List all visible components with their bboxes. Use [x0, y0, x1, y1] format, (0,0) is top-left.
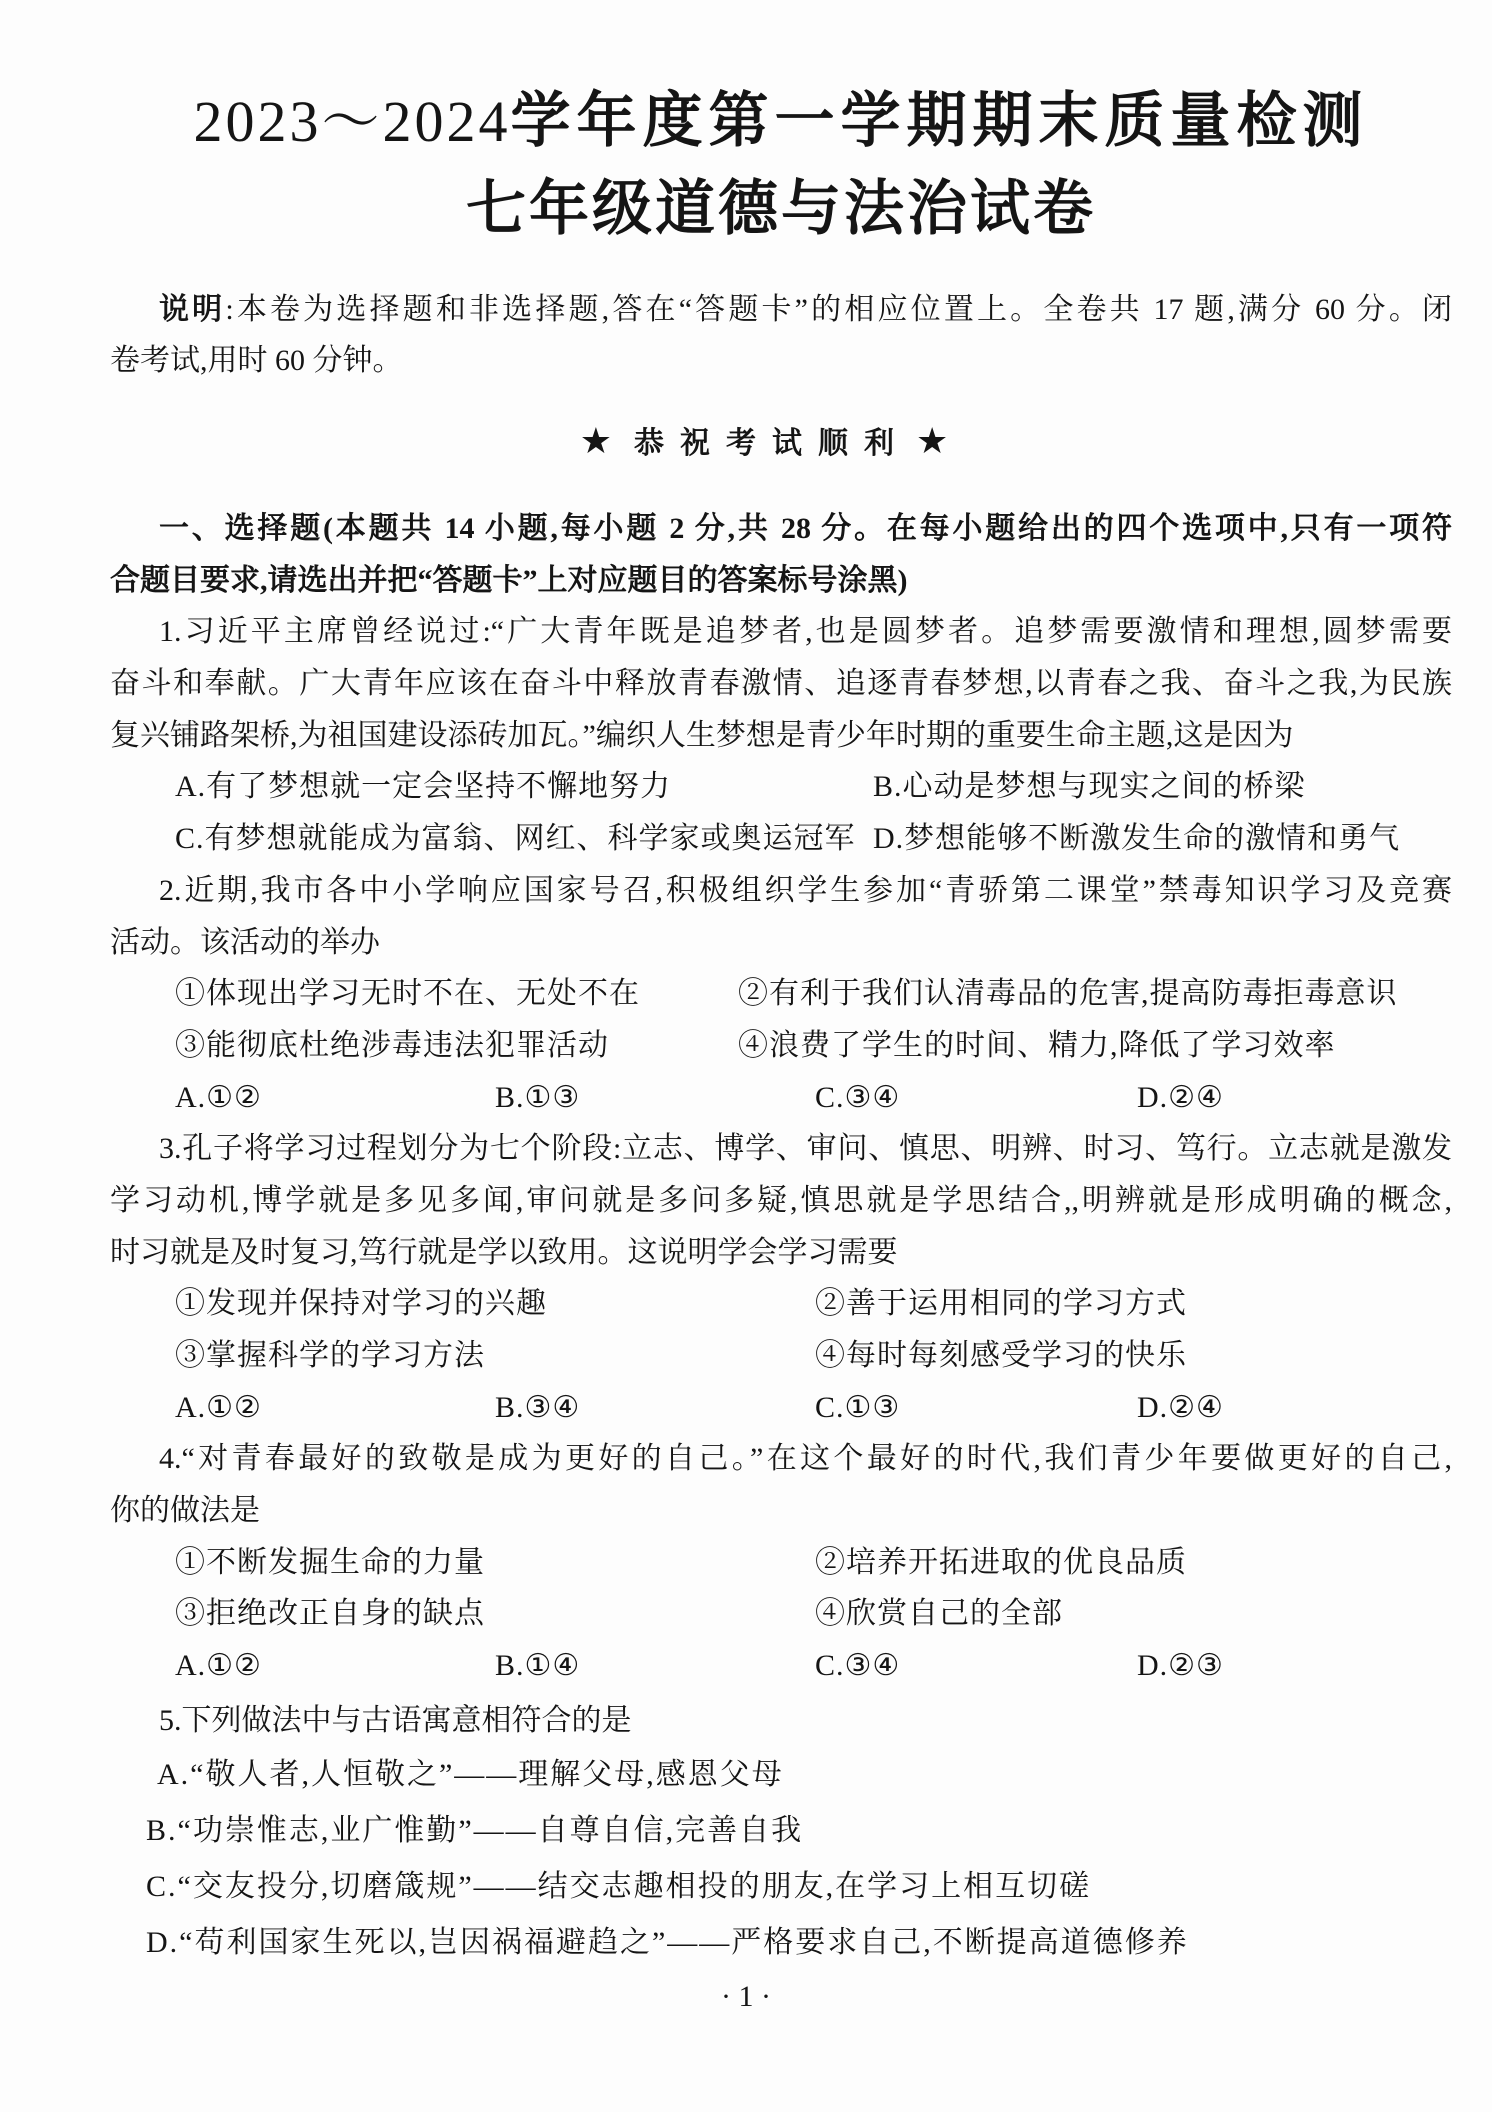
- instructions-line: 卷考试,用时 60 分钟。: [110, 344, 403, 377]
- question-2: [110, 865, 1452, 1123]
- statement-2: ②善于运用相同的学习方式: [815, 1287, 1187, 1321]
- statement-2: ②培养开拓进取的优良品质: [815, 1545, 1187, 1579]
- section-heading-line: 合题目要求,请选出并把“答题卡”上对应题目的答案标号涂黑): [110, 563, 908, 597]
- instructions-text: :本卷为选择题和非选择题,答在“答题卡”的相应位置上。全卷共 17 题,满分 60 分。闭: [225, 293, 1453, 326]
- good-luck-banner: [110, 417, 1418, 467]
- option-c: C.③④: [815, 1080, 901, 1114]
- question-stem-line: 奋斗和奉献。广大青年应该在奋斗中释放青春激情、追逐青春梦想,以青春之我、奋斗之我,为民族: [110, 667, 1452, 701]
- statement-1: ①不断发掘生命的力量: [175, 1545, 485, 1579]
- option-row: [110, 1640, 1452, 1692]
- statement-1: ①发现并保持对学习的兴趣: [175, 1287, 547, 1321]
- statement-row: [110, 1330, 1452, 1382]
- option-d: D.②④: [1137, 1080, 1224, 1114]
- option-c: C.“交友投分,切磨箴规”——结交志趣相投的朋友,在学习上相互切磋: [146, 1870, 1092, 1903]
- question-stem-line: 复兴铺路架桥,为祖国建设添砖加瓦。”编织人生梦想是青少年时期的重要生命主题,这是因为: [110, 718, 1294, 752]
- question-stem-line: 活动。该活动的举办: [110, 925, 380, 959]
- question-stem-line: 学习动机,博学就是多见多闻,审问就是多问多疑,慎思就是学思结合,,明辨就是形成明确的概念,: [110, 1183, 1452, 1217]
- section-heading-line: 一、选择题(本题共 14 小题,每小题 2 分,共 28 分。在每小题给出的四个选项中,只有一项符: [159, 512, 1452, 545]
- option-row: [110, 761, 1452, 813]
- option-a: A.①②: [175, 1390, 262, 1424]
- option-c: C.①③: [815, 1390, 901, 1424]
- question-stem-line: 时习就是及时复习,笃行就是学以致用。这说明学会学习需要: [110, 1235, 898, 1269]
- option-b: B.③④: [495, 1390, 581, 1424]
- section-heading: [110, 503, 1452, 606]
- option-a: A.①②: [175, 1649, 262, 1683]
- exam-body: [110, 503, 1452, 1692]
- question-stem-line: 3.孔子将学习过程划分为七个阶段:立志、博学、审问、慎思、明辨、时习、笃行。立志就是激发: [159, 1132, 1452, 1166]
- statement-2: ②有利于我们认清毒品的危害,提高防毒拒毒意识: [738, 977, 1398, 1011]
- option-d: D.②③: [1137, 1649, 1224, 1683]
- option-a: A.①②: [175, 1080, 262, 1114]
- statement-row: [110, 1020, 1452, 1072]
- question-stem-line: 5.下列做法中与古语寓意相符合的是: [159, 1704, 632, 1737]
- exam-title: [110, 81, 1452, 161]
- statement-row: [110, 968, 1452, 1020]
- statement-row: [110, 1588, 1452, 1640]
- option-d: D.梦想能够不断激发生命的激情和勇气: [873, 822, 1401, 856]
- question-3: [110, 1123, 1452, 1433]
- question-stem-line: 1.习近平主席曾经说过:“广大青年既是追梦者,也是圆梦者。追梦需要激情和理想,圆梦需要: [159, 615, 1452, 649]
- question-stem-line: 4.“对青春最好的致敬是成为更好的自己。”在这个最好的时代,我们青少年要做更好的自己,: [159, 1442, 1452, 1476]
- statement-3: ③能彻底杜绝涉毒违法犯罪活动: [175, 1028, 609, 1062]
- option-b: B.心动是梦想与现实之间的桥梁: [873, 770, 1306, 804]
- option-b: B.①④: [495, 1649, 581, 1683]
- question-stem-line: 你的做法是: [110, 1494, 260, 1528]
- question-5: [110, 1695, 1452, 1971]
- question-1: [110, 606, 1452, 864]
- option-d: D.②④: [1137, 1390, 1224, 1424]
- statement-3: ③掌握科学的学习方法: [175, 1339, 485, 1372]
- instructions-line: [110, 284, 1452, 335]
- page-number: · 1 ·: [721, 1980, 771, 2013]
- statement-4: ④浪费了学生的时间、精力,降低了学习效率: [738, 1028, 1336, 1062]
- option-a: A.有了梦想就一定会坚持不懈地努力: [175, 770, 672, 804]
- star-icon: ★: [916, 421, 949, 462]
- instructions: [110, 284, 1452, 386]
- option-b: B.①③: [495, 1080, 581, 1114]
- statement-1: ①体现出学习无时不在、无处不在: [175, 977, 640, 1011]
- question-stem-line: 2.近期,我市各中小学响应国家号召,积极组织学生参加“青骄第二课堂”禁毒知识学习及竞赛: [159, 873, 1452, 907]
- star-icon: ★: [579, 421, 612, 462]
- statement-row: [110, 1537, 1452, 1589]
- question-4: [110, 1433, 1452, 1691]
- option-c: C.③④: [815, 1649, 901, 1683]
- statement-row: [110, 1278, 1452, 1330]
- option-row: [110, 1382, 1452, 1434]
- statement-4: ④欣赏自己的全部: [815, 1597, 1063, 1631]
- instructions-label: 说明: [159, 293, 226, 326]
- banner-text: 恭祝考试顺利: [634, 427, 910, 460]
- option-c: C.有梦想就能成为富翁、网红、科学家或奥运冠军: [175, 822, 856, 856]
- option-d: D.“苟利国家生死以,岂因祸福避趋之”——严格要求自己,不断提高道德修养: [146, 1926, 1189, 1959]
- exam-title-heading: 学年度第一学期期末质量检测: [510, 88, 1369, 154]
- option-b: B.“功崇惟志,业广惟勤”——自尊自信,完善自我: [146, 1814, 804, 1847]
- exam-title-year-range: 2023～2024: [193, 89, 511, 154]
- option-row: [110, 813, 1452, 865]
- statement-3: ③拒绝改正自身的缺点: [175, 1597, 485, 1631]
- option-row: [110, 1072, 1452, 1124]
- option-a: A.“敬人者,人恒敬之”——理解父母,感恩父母: [157, 1758, 784, 1791]
- statement-4: ④每时每刻感受学习的快乐: [815, 1339, 1187, 1372]
- exam-subject-title: 七年级道德与法治试卷: [466, 176, 1096, 242]
